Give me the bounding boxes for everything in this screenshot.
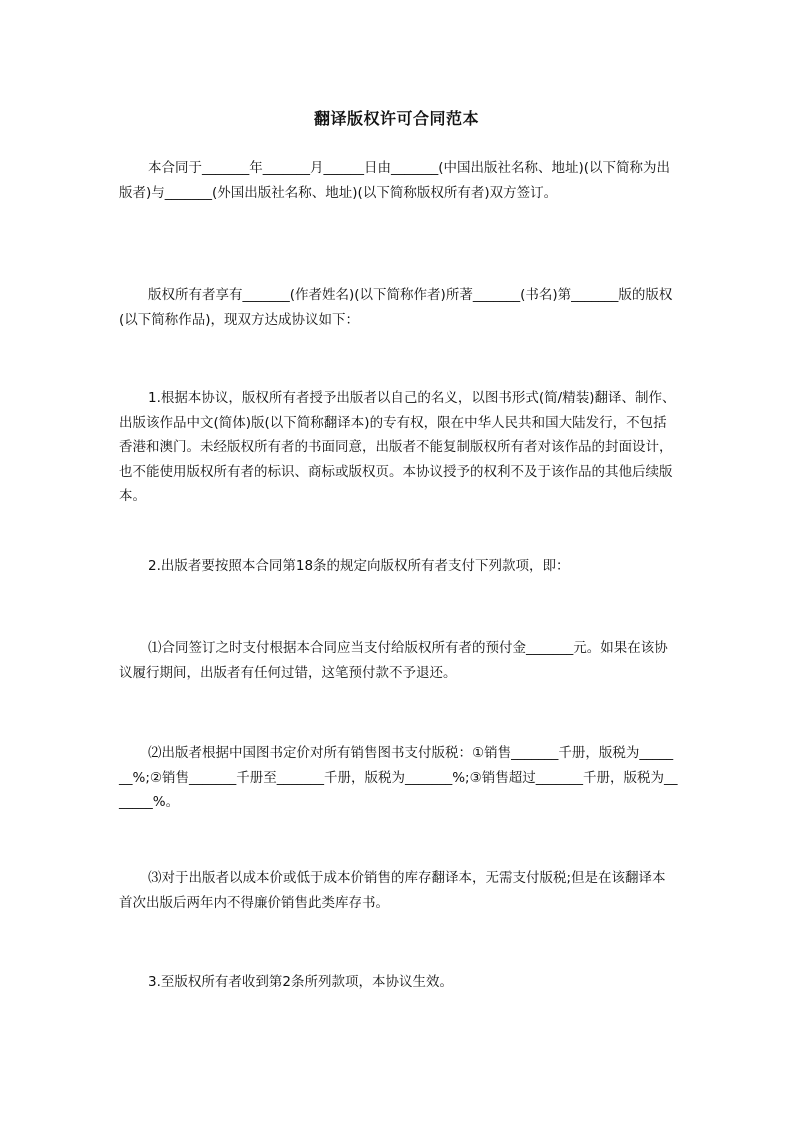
clause-2-item-3: ⑶对于出版者以成本价或低于成本价销售的库存翻译本，无需支付版税;但是在该翻译本首次出版后两年内不得廉价销售此类库存书。 — [119, 870, 666, 911]
clause-1: 1.根据本协议，版权所有者授予出版者以自己的名义，以图书形式(简/精装)翻译、制作、出版该作品中文(简体)版(以下简称翻译本)的专有权，限在中华人民共和国大陆发行，不包括香港和澳门。未经版权所有者的书面同意，出版者不能复制版权所有者对该作品的封面设计，也不能使用版权所有者的标识、商标或版权页。本协议授予的权利不及于该作品的其他后续版本。 — [119, 390, 676, 504]
clause-2-item-2: ⑵出版者根据中国图书定价对所有销售图书支付版税：①销售_______千册，版税为_______%;②销售_______千册至_______千册，版税为_______%;③销售超过_______千册，版税为_______%。 — [119, 745, 678, 810]
clause-2-item-1: ⑴合同签订之时支付根据本合同应当支付给版权所有者的预付金_______元。如果在该协议履行期间，出版者有任何过错，这笔预付款不予退还。 — [119, 640, 668, 681]
paragraph-rights: 版权所有者享有_______(作者姓名)(以下简称作者)所著_______(书名)第_______版的版权(以下简称作品)，现双方达成协议如下： — [119, 287, 673, 328]
paragraph-intro: 本合同于_______年_______月______日由_______(中国出版社名称、地址)(以下简称为出版者)与_______(外国出版社名称、地址)(以下简称版权所有者)双方签订。 — [119, 160, 671, 201]
document-title: 翻译版权许可合同范本 — [313, 109, 479, 128]
clause-3: 3.至版权所有者收到第2条所列款项，本协议生效。 — [148, 974, 453, 990]
clause-2: 2.出版者要按照本合同第18条的规定向版权所有者支付下列款项，即： — [148, 558, 570, 574]
